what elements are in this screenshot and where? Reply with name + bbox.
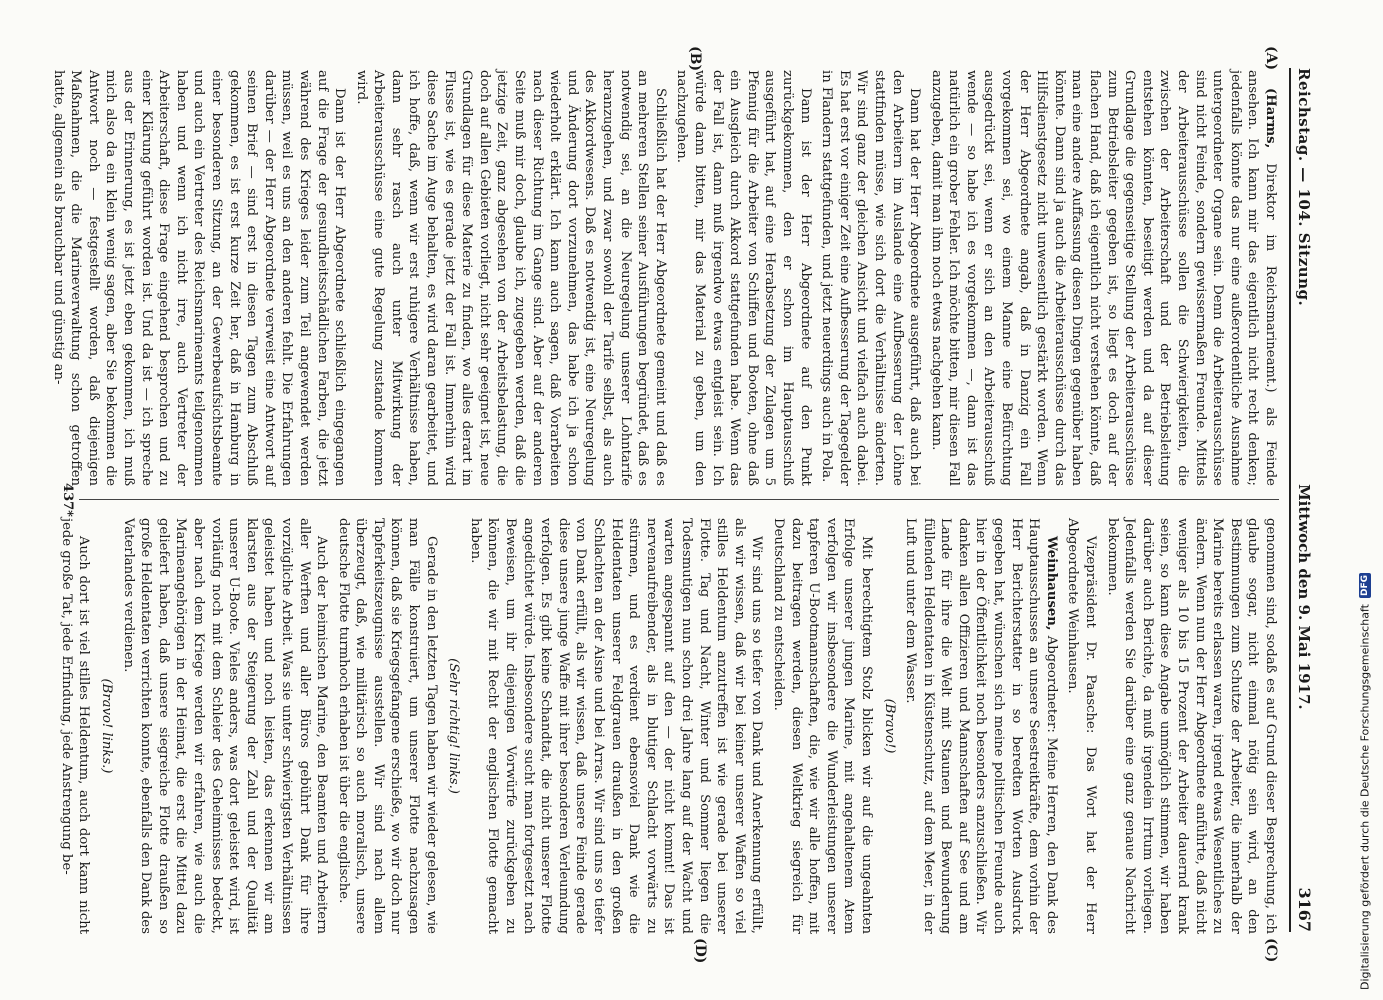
paragraph xyxy=(1064,518,1099,934)
paragraph xyxy=(49,70,348,486)
margin-letter-c: (C) xyxy=(1263,938,1279,963)
paragraph xyxy=(334,518,440,934)
paragraph xyxy=(352,70,669,486)
column-divider xyxy=(79,499,1279,500)
paragraph-text: Dann ist der Herr Abgeordnete schließlich eingegangen auf die Frage der gesundheitsschädlichen Farben, die jetzt während des Krieges leider zum Teil angewendet werden müssen, weil es uns an den anderen fehlt. Die Erfahrungen darüber — der Herr Abgeordnete verweist eine Antwort auf seinen Brief — sind erst in diesen Tagen zum Abschluß gekommen, es ist erst kurze Zeit her, daß in Hamburg in einer besonderen Sitzung, an der Gewerbeaufsichtsbeamte und auch ein Vertreter des Reichsmarineamts teilgenommen haben und wenn ich nicht irre, auch Vertreter der Arbeiterschaft, diese Frage eingehend besprochen und zu einer Klärung geführt worden ist. Und da ist — ich spreche aus der Erinnerung, es ist jetzt eben gekommen, ich muß mich also da ein klein wenig sagen, aber Sie bekommen die Antwort noch — festgestellt worden, daß diejenigen Maßnahmen, die die Marineverwaltung schon getroffen hatte, allgemein als brauchbar und günstig an- xyxy=(50,70,348,486)
speaker-name: (Harms, xyxy=(1263,88,1278,164)
margin-letter-a: (A) xyxy=(1263,46,1279,71)
paragraph-text: (Sehr richtig! links.) xyxy=(446,658,462,794)
paragraph xyxy=(902,518,1060,934)
interjection xyxy=(97,518,115,934)
left-column xyxy=(50,70,1279,486)
paragraph-text: Dann hat der Herr Abgeordnete ausgeführt, daß auch bei den Arbeitern im Auslande eine Aufbesserung der Löhne stattfinden müsse, wie sich dort die Verhältnisse änderten. Wir sind ganz der gleichen Ansicht und vielfach auch dabei. Es hat erst vor einiger Zeit eine Aufbesserung der Tagegelder in Flandern stattgefunden, und jetzt neuerdings auch in Pola. xyxy=(819,70,923,486)
paragraph-text: genommen sind, sodaß es auf Grund dieser Besprechung, ich glaube sogar, nicht einmal nötig sein wird, an den Bestimmungen zum Schutze der Arbeiter, die innerhalb der Marine bereits erlassen waren, irgend etwas Wesentliches zu ändern. Wenn nun der Herr Abgeordnete anführte, daß nicht weniger als 10 bis 15 Prozent der Arbeiter dauernd krank seien, so kann diese Angabe unmöglich stimmen, wir haben darüber auch Berichte, da muß irgendein Irrtum vorliegen. Jedenfalls werden Sie darüber eine ganz genaue Nachricht bekommen. xyxy=(1104,518,1278,934)
right-column xyxy=(58,518,1279,935)
interjection xyxy=(445,518,463,934)
paragraph xyxy=(466,518,765,934)
page-header xyxy=(1289,68,1325,932)
funding-note xyxy=(1352,250,1378,990)
paragraph-text: (Bravo!) xyxy=(881,698,897,754)
interjection xyxy=(880,518,898,934)
footer-signature: 437* xyxy=(60,483,75,517)
paragraph xyxy=(927,70,1279,486)
paragraph-text: Wir sind uns so tiefer von Dank und Anerkennung erfüllt, als wir wissen, daß wir bei keiner unserer Waffen so viel stilles Heldentum anzutreffen ist wie gerade bei unserer Flotte. Tag und Nacht, Winter und Sommer liegen die Todesmutigen nun schon drei Jahre lang auf der Wacht und warten angespannt auf den — der nicht kommt! Das ist nervenaufreibender, als in blutiger Schlacht vorwärts zu stürmen, und es verdient ebensoviel Dank wie die Heldentaten unserer Feldgrauen draußen in den großen Schlachten an der Aisne und bei Arras. Wir sind uns so tiefer von Dank erfüllt, als wir wissen, daß unsere Feinde gerade diese unsere junge Waffe mit ihrer besonderen Verleumdung verfolgen. Es gibt keine Schandtat, die nicht unserer Flotte angedichtet würde. Insbesondere sucht man fortgesetzt nach Beweisen, um ihr diejenigen Vorwürfe zurückgeben zu können, die wir mit Recht der englischen Flotte gemacht haben. xyxy=(467,518,765,934)
paragraph xyxy=(1103,518,1279,934)
header-date: Mittwoch den 9. Mai 1917. xyxy=(1295,484,1313,710)
speaker-name: Weinhausen, xyxy=(1043,536,1059,636)
paragraph-text: Abgeordneter: Meine Herren, den Dank des Hauptausschusses an unsere Seestreitkräfte, dem vorhin der Herr Berichterstatter in so beredten Worten Ausdruck gegeben hat, wünschen sich meine politischen Freunde auch hier in der Öffentlichkeit noch besonders anzuschließen. Wir danken allen Offizieren und Mannschaften auf See und am Lande für ihre die Welt mit Staunen und Bewunderung füllenden Heldentaten in Küstenschutz, auf dem Meer, in der Luft und unter dem Wasser. xyxy=(903,518,1059,935)
paragraph-text: (Bravo! links.) xyxy=(99,678,114,774)
paragraph-text: Gerade in den letzten Tagen haben wir wieder gelesen, wie man Fälle konstruiert, um unserer Flotte nachzusagen können, daß sie Kriegsgefangene erschieße, wo wir doch nur Tapferkeitszeugnisse ausstellen. Wir sind nach allem überzeugt, daß, wie militärisch so auch moralisch, unsere deutsche Flotte turmhoch erhaben ist über die englische. xyxy=(335,518,439,934)
margin-letter-b: (B) xyxy=(687,46,703,72)
paragraph-text: Schließlich hat der Herr Abgeordnete gemeint und daß es an mehreren Stellen seiner Ausführungen begründet, daß es notwendig sei, an die Neuregelung unserer Lohntarife heranzugehen, und zwar sowohl der Tarife selbst, als auch des Akkordwesens. Daß es notwendig ist, eine Neuregelung und Änderung dort vorzunehmen, das habe ich ja schon wiederholt erklärt. Ich kann auch sagen, daß Vorarbeiten nach dieser Richtung im Gange sind. Aber auf der anderen Seite muß mir doch, glaube ich, zugegeben werden, daß die jetzige Zeit, ganz abgesehen von der Arbeitsbelastung, die doch auf allen Gebieten vorliegt, nicht sehr geeignet ist, neue Grundlagen für diese Materie zu finden, wo alles derart im Flusse ist, wie es gerade jetzt der Fall ist. Immerhin wird diese Sache im Auge behalten, es wird daran gearbeitet, und ich hoffe, daß, wenn wir erst ruhigere Verhältnisse haben, dann sehr rasch auch unter Mitwirkung der Arbeiterausschüsse eine gute Regelung zustande kommen wird. xyxy=(353,70,668,486)
paragraph xyxy=(673,70,814,486)
paragraph-text: Direktor im Reichsmarineamt.) als Feinde ansehen. Ich kann mir das eigentlich nicht recht denken; jedenfalls könnte das nur eine außerordentliche Ausnahme untergeordneter Organe sein. Denn die Arbeiterausschüsse sind nicht Feinde, sondern gewissermaßen Freunde. Mittels der Arbeiterausschüsse sollen die Schwierigkeiten, die zwischen der Arbeiterschaft und der Betriebsleitung entstehen könnten, beseitigt werden und da auf dieser Grundlage die gegenseitige Stellung der Arbeiterausschüsse zum Betriebsleiter gegeben ist, so liegt es doch auf der flachen Hand, daß ich eigentlich nicht verstehen könnte, daß man eine andere Auffassung diesen Dingen gegenüber haben könnte. Dann sind ja auch die Arbeiterausschüsse durch das Hilfsdienstgesetz nicht unwesentlich gestärkt worden. Wenn der Herr Abgeordnete angab, daß in Danzig ein Fall vorgekommen sei, wo einem Manne eine Befürchtung ausgedrückt sei, wenn er sich an den Arbeiterausschuß wende — so habe ich es vorgekommen —, dann ist das natürlich ein grober Fehler. Ich möchte bitten, mir diesen Fall anzugeben, damit man ihm noch etwas nachgehen kann. xyxy=(928,70,1278,486)
header-session: Reichstag. — 104. Sitzung. xyxy=(1295,68,1313,307)
paragraph xyxy=(769,518,875,934)
paragraph xyxy=(818,70,924,486)
paragraph-text: Mit berechtigtem Stolz blicken wir auf die ungeahnten Erfolge unserer jungen Marine, mit angehaltenem Atem verfolgen wir insbesondere die Wunderleistungen unserer tapferen U-Bootmannschaften, die, wie wir alle hoffen, mit dazu beitragen werden, diesen Weltkrieg siegreich für Deutschland zu entscheiden. xyxy=(770,518,874,934)
paragraph xyxy=(119,518,330,934)
margin-letter-d: (D) xyxy=(692,938,708,964)
paragraph-text: Vizepräsident Dr. Paasche: Das Wort hat der Herr Abgeordnete Weinhausen. xyxy=(1065,518,1099,934)
paragraph-text: Dann ist der Herr Abgeordnete auf den Punkt zurückgekommen, den er schon im Hauptausschuß ausgeführt hat, auf eine Herabsetzung der Zulagen um 5 Pfennig für die Arbeiter von Schiffen und Booten, ohne daß ein Ausgleich durch Akkord stattgefunden habe. Wenn das der Fall ist, dann muß irgendwo etwas entgleist sein. Ich würde dann bitten, mir das Material zu geben, um den nachzugehen. xyxy=(674,70,813,486)
page-number: 3167 xyxy=(1295,887,1314,932)
paragraph-text: Auch dort ist viel stilles Heldentum, auch dort kann nicht jede große Tat, jede Erfindung, jede Anstrengung be- xyxy=(58,518,92,934)
dfg-logo: DFG xyxy=(1360,575,1370,597)
paragraph-text: Auch der heimischen Marine, den Beamten und Arbeitern aller Werften und aller Büros gebührt Dank für ihre vorzügliche Arbeit. Was sie unter schwierigsten Verhältnissen geleistet haben und noch leisten, das erkennen wir am klarsten aus der Steigerung der Zahl und der Qualität unserer U-Boote. Vieles anders, was dort geleistet wird, ist vorläufig noch mit dem Schleier des Geheimnisses bedeckt, aber nach dem Kriege werden wir erfahren, wie auch die Marineangehörigen in der Heimat, die erst die Mittel dazu geliefert haben, daß unsere siegreiche Flotte draußen so große Heldentaten verrichten konnte, ebenfalls den Dank des Vaterlandes verdienen. xyxy=(120,518,330,934)
funding-note-text: Digitalisierung gefördert durch die Deutsche Forschungsgemeinschaft xyxy=(1358,604,1372,990)
